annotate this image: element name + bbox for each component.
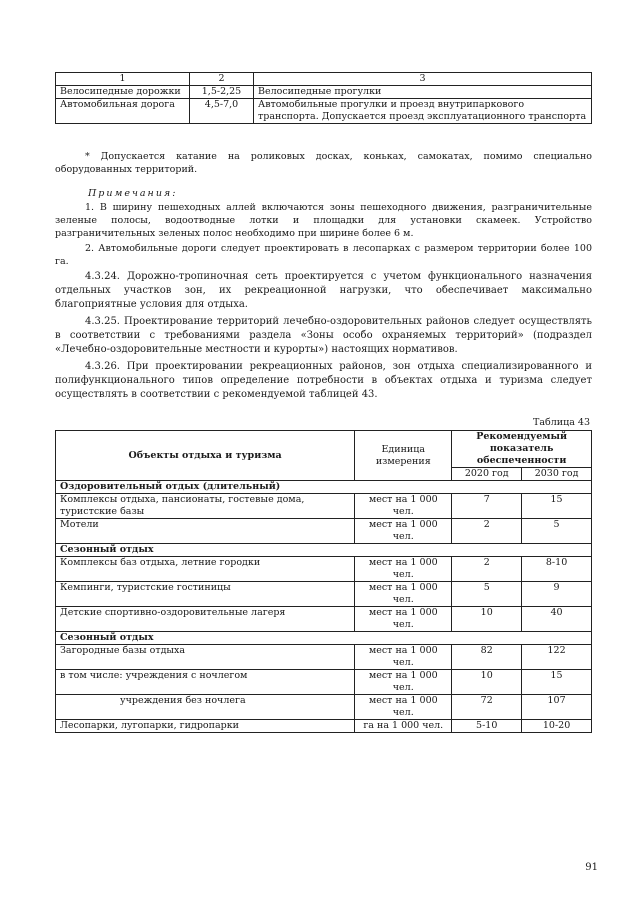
- table-cell: мест на 1 000 чел.: [355, 582, 452, 607]
- table-cell: Велосипедные прогулки: [254, 86, 592, 99]
- note-1: 1. В ширину пешеходных аллей включаются зоны пешеходного движения, разграничительные зеленые полосы, водоотводные лотки и площадки для установки скамеек. Устройство разграничительных зеленых полос необходимо при ширине более 6 м.: [55, 202, 592, 239]
- table-row: [56, 519, 592, 544]
- table-header-cell: 2: [190, 73, 254, 86]
- section-row: [56, 481, 592, 494]
- table-cell: 5: [522, 519, 592, 544]
- table-cell: 1,5-2,25: [190, 86, 254, 99]
- header-objects: Объекты отдыха и туризма: [56, 431, 355, 481]
- table-cell: 122: [522, 645, 592, 670]
- header-2020: 2020 год: [452, 468, 522, 481]
- table-cell: в том числе: учреждения с ночлегом: [56, 670, 355, 695]
- table-cell: 10-20: [522, 720, 592, 733]
- table-cell: 7: [452, 494, 522, 519]
- table-cell: Автомобильные прогулки и проезд внутрипаркового транспорта. Допускается проезд эксплуатационного транспорта: [254, 99, 592, 124]
- table-cell: 9: [522, 582, 592, 607]
- table-row: [56, 670, 592, 695]
- table-caption: Таблица 43: [533, 417, 590, 428]
- table-cell: мест на 1 000 чел.: [355, 670, 452, 695]
- paragraph-4-3-25: 4.3.25. Проектирование территорий лечебно-оздоровительных районов следует осуществлять в соответствии с требованиями раздела «Зоны особо охраняемых территорий» (подраздел «Лечебно-оздоровительные местности и курорты») настоящих нормативов.: [55, 316, 592, 355]
- section-title: Сезонный отдых: [56, 544, 592, 557]
- table-header-cell: 3: [254, 73, 592, 86]
- table-row: [56, 557, 592, 582]
- table-header-row: [56, 73, 592, 86]
- section-title: Сезонный отдых: [56, 632, 592, 645]
- table-cell: мест на 1 000 чел.: [355, 607, 452, 632]
- header-recommended: Рекомендуемый показатель обеспеченности: [452, 431, 592, 468]
- recreation-table: [55, 430, 592, 733]
- paragraph-4-3-26: 4.3.26. При проектировании рекреационных районов, зон отдыха специализированного и полифункционального типов определение потребности в объектах отдыха и туризма следует осуществлять в соответствии с рекомендуемой таблицей 43.: [55, 361, 592, 400]
- table-header-cell: 1: [56, 73, 190, 86]
- table-cell: 5-10: [452, 720, 522, 733]
- table-cell: 2: [452, 557, 522, 582]
- table-row: [56, 607, 592, 632]
- table-row: [56, 582, 592, 607]
- table-cell: 15: [522, 670, 592, 695]
- section-row: [56, 544, 592, 557]
- paragraph-4-3-24: 4.3.24. Дорожно-тропиночная сеть проектируется с учетом функционального назначения отдельных участков зон, их рекреационной нагрузки, что обеспечивает максимально благоприятные условия для отдыха.: [55, 271, 592, 310]
- table-cell: 5: [452, 582, 522, 607]
- table-cell: Кемпинги, туристские гостиницы: [56, 582, 355, 607]
- table-cell: мест на 1 000 чел.: [355, 557, 452, 582]
- table-row: [56, 720, 592, 733]
- table-cell: Комплексы отдыха, пансионаты, гостевые дома, туристские базы: [56, 494, 355, 519]
- table-cell: 10: [452, 670, 522, 695]
- table-row: [56, 494, 592, 519]
- table-row: [56, 645, 592, 670]
- table-cell: 8-10: [522, 557, 592, 582]
- section-title: Оздоровительный отдых (длительный): [56, 481, 592, 494]
- table-cell: 10: [452, 607, 522, 632]
- table-cell: учреждения без ночлега: [56, 695, 355, 720]
- table-cell: га на 1 000 чел.: [355, 720, 452, 733]
- table-cell: мест на 1 000 чел.: [355, 494, 452, 519]
- table-cell: Детские спортивно-оздоровительные лагеря: [56, 607, 355, 632]
- table-cell: Автомобильная дорога: [56, 99, 190, 124]
- table-cell: Лесопарки, лугопарки, гидропарки: [56, 720, 355, 733]
- header-2030: 2030 год: [522, 468, 592, 481]
- notes-title: Примечания:: [88, 188, 178, 199]
- paths-table: [55, 72, 592, 124]
- page-number: 91: [585, 862, 598, 873]
- table-cell: 15: [522, 494, 592, 519]
- table-cell: 4,5-7,0: [190, 99, 254, 124]
- table-cell: мест на 1 000 чел.: [355, 695, 452, 720]
- table-cell: Загородные базы отдыха: [56, 645, 355, 670]
- table-cell: 107: [522, 695, 592, 720]
- note-2: 2. Автомобильные дороги следует проектировать в лесопарках с размером территории более 100 га.: [55, 243, 592, 267]
- table-cell: 72: [452, 695, 522, 720]
- table-cell: 82: [452, 645, 522, 670]
- table-cell: 2: [452, 519, 522, 544]
- header-unit: Единица измерения: [355, 431, 452, 481]
- table-cell: Велосипедные дорожки: [56, 86, 190, 99]
- table-row: [56, 86, 592, 99]
- footnote: * Допускается катание на роликовых досках, коньках, самокатах, помимо специально оборудованных территорий.: [55, 151, 592, 175]
- table-cell: мест на 1 000 чел.: [355, 645, 452, 670]
- table-header-row: [56, 431, 592, 468]
- table-cell: Мотели: [56, 519, 355, 544]
- table-cell: 40: [522, 607, 592, 632]
- table-cell: Комплексы баз отдыха, летние городки: [56, 557, 355, 582]
- table-cell: мест на 1 000 чел.: [355, 519, 452, 544]
- section-row: [56, 632, 592, 645]
- table-row: [56, 695, 592, 720]
- table-row: [56, 99, 592, 124]
